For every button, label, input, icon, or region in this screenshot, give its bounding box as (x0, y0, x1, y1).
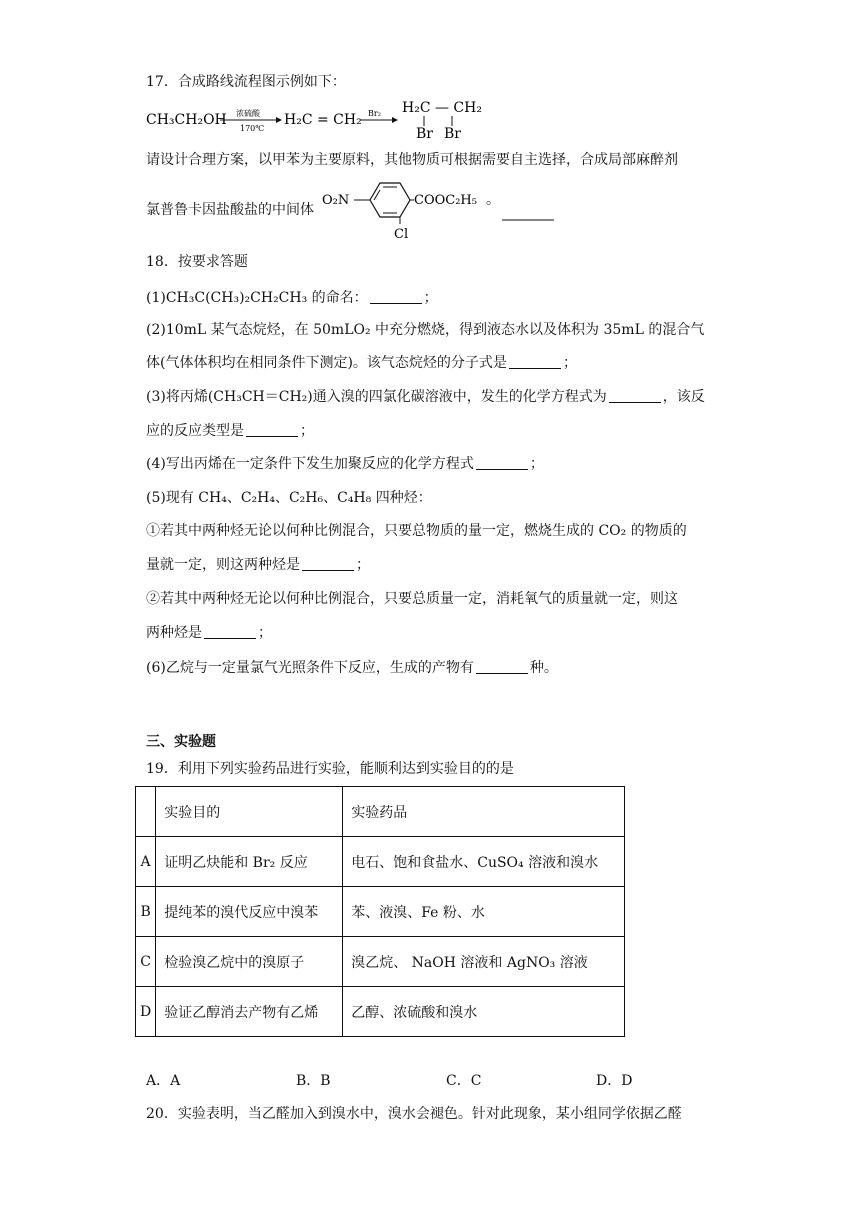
table-row (136, 937, 625, 987)
row-label: D (136, 987, 156, 1037)
table-header-row (136, 787, 625, 837)
q18-p5-1b (146, 555, 370, 575)
choice-b[interactable]: B．B (296, 1073, 331, 1089)
q18-p6-text: (6)乙烷与一定量氯气光照条件下反应，生成的产物有 (146, 660, 474, 676)
table-row (136, 987, 625, 1037)
row-reagents: 电石、饱和食盐水、CuSO₄ 溶液和溴水 (343, 837, 625, 887)
q18-p4-text: (4)写出丙烯在一定条件下发生加聚反应的化学方程式 (146, 456, 474, 472)
choice-a[interactable]: A．A (146, 1073, 181, 1089)
q18-p5-1a: ①若其中两种烃无论以何种比例混合，只要总物质的量一定，燃烧生成的 CO₂ 的物质的 (146, 523, 687, 539)
q17-body-1: 请设计合理方案，以甲苯为主要原料，其他物质可根据需要自主选择，合成局部麻醉剂 (146, 152, 678, 168)
q18-p2b-end: ； (562, 355, 577, 371)
q19-title: 19．利用下列实验药品进行实验，能顺利达到实验目的的是 (146, 761, 514, 777)
q18-p5-1b-end: ； (356, 557, 370, 573)
table-row (136, 837, 625, 887)
structure-cl: Cl (394, 227, 409, 242)
q17-end-mark: 。 (486, 192, 500, 208)
q17-title: 17．合成路线流程图示例如下： (146, 74, 346, 90)
q18-p5-1b-text: 量就一定，则这两种烃是 (146, 557, 300, 573)
row-reagents: 乙醇、浓硫酸和溴水 (343, 987, 625, 1037)
q18-p2b-text: 体(气体体积均在相同条件下测定)。该气态烷烃的分子式是 (146, 355, 507, 371)
choice-d[interactable]: D．D (596, 1073, 633, 1089)
row-reagents: 溴乙烷、 NaOH 溶液和 AgNO₃ 溶液 (343, 937, 625, 987)
structure-ester: COOC₂H₅ (414, 193, 477, 208)
q18-p3a-text: (3)将丙烯(CH₃CH＝CH₂)通入溴的四氯化碳溶液中，发生的化学方程式为 (146, 389, 607, 405)
q18-title: 18．按要求答题 (146, 254, 248, 270)
benzene-ring (370, 183, 410, 217)
row-goal: 证明乙炔能和 Br₂ 反应 (156, 837, 343, 887)
scheme-cond1-top: 浓硫酸 (236, 109, 260, 118)
scheme-cond1-bottom: 170℃ (240, 124, 265, 133)
q18-p6-end: 种。 (529, 660, 558, 676)
scheme-product-top: H₂C — CH₂ (402, 100, 482, 116)
table-header-goal: 实验目的 (156, 787, 343, 837)
q17-body-2 (146, 200, 314, 220)
q18-p4-blank[interactable] (476, 455, 528, 470)
q18-p3-blank-2[interactable] (246, 422, 298, 437)
q18-p3b (146, 421, 314, 441)
row-goal: 验证乙醇消去产物有乙烯 (156, 987, 343, 1037)
table-header-reagents: 实验药品 (343, 787, 625, 837)
row-label: C (136, 937, 156, 987)
scheme-intermediate: H₂C = CH₂ (284, 112, 362, 128)
row-label: B (136, 887, 156, 937)
q18-p5-2b (146, 623, 272, 643)
structure-no2: O₂N (322, 193, 350, 208)
q18-p1 (146, 288, 438, 308)
q18-p3-blank-1[interactable] (609, 388, 661, 403)
q18-p5-1-blank[interactable] (302, 556, 354, 571)
q18-p2a: (2)10mL 某气态烷烃，在 50mLO₂ 中充分燃烧，得到液态水以及体积为 35mL 的混合气 (146, 322, 705, 338)
q19-table (135, 786, 625, 1037)
q18-p5-2a: ②若其中两种烃无论以何种比例混合，只要总质量一定，消耗氧气的质量就一定，则这 (146, 591, 678, 607)
row-reagents: 苯、液溴、Fe 粉、水 (343, 887, 625, 937)
table-row (136, 887, 625, 937)
table-header-label (136, 787, 156, 837)
scheme-product-br2: Br (444, 126, 461, 142)
scheme-arrowhead-1 (276, 117, 282, 123)
scheme-reactant: CH₃CH₂OH (146, 112, 227, 128)
row-goal: 检验溴乙烷中的溴原子 (156, 937, 343, 987)
q18-p3a (146, 387, 705, 407)
row-label: A (136, 837, 156, 887)
q17-intermediate-structure (322, 174, 562, 244)
q18-p1-text: (1)CH₃C(CH₃)₂CH₂CH₃ 的命名： (146, 290, 368, 306)
q20-title: 20．实验表明，当乙醛加入到溴水中，溴水会褪色。针对此现象，某小组同学依据乙醛 (146, 1106, 682, 1122)
q18-p2b (146, 353, 577, 373)
q18-p6 (146, 658, 558, 678)
q18-p5-2b-end: ； (258, 625, 272, 641)
q18-p6-blank[interactable] (476, 659, 528, 674)
row-goal: 提纯苯的溴代反应中溴苯 (156, 887, 343, 937)
scheme-arrowhead-2 (392, 117, 398, 123)
q18-p1-blank[interactable] (370, 289, 422, 304)
q18-p3b-text: 应的反应类型是 (146, 423, 244, 439)
q18-p2-blank[interactable] (509, 354, 561, 369)
q17-synthesis-scheme (146, 100, 486, 144)
q18-p5-2b-text: 两种烃是 (146, 625, 202, 641)
q18-p4 (146, 454, 544, 474)
section-heading: 三、实验题 (146, 734, 216, 750)
q18-p5-2-blank[interactable] (204, 624, 256, 639)
q18-p3a-end: ，该反 (662, 389, 705, 405)
q18-p5: (5)现有 CH₄、C₂H₄、C₂H₆、C₄H₈ 四种烃： (146, 490, 432, 506)
q18-p1-end: ； (423, 290, 438, 306)
q18-p3b-end: ； (300, 423, 314, 439)
choice-c[interactable]: C．C (446, 1073, 482, 1089)
q17-body-2-text: 氯普鲁卡因盐酸盐的中间体 (146, 202, 314, 218)
q18-p4-end: ； (529, 456, 544, 472)
scheme-cond2-top: Br₂ (368, 109, 381, 118)
scheme-product-br1: Br (416, 126, 433, 142)
